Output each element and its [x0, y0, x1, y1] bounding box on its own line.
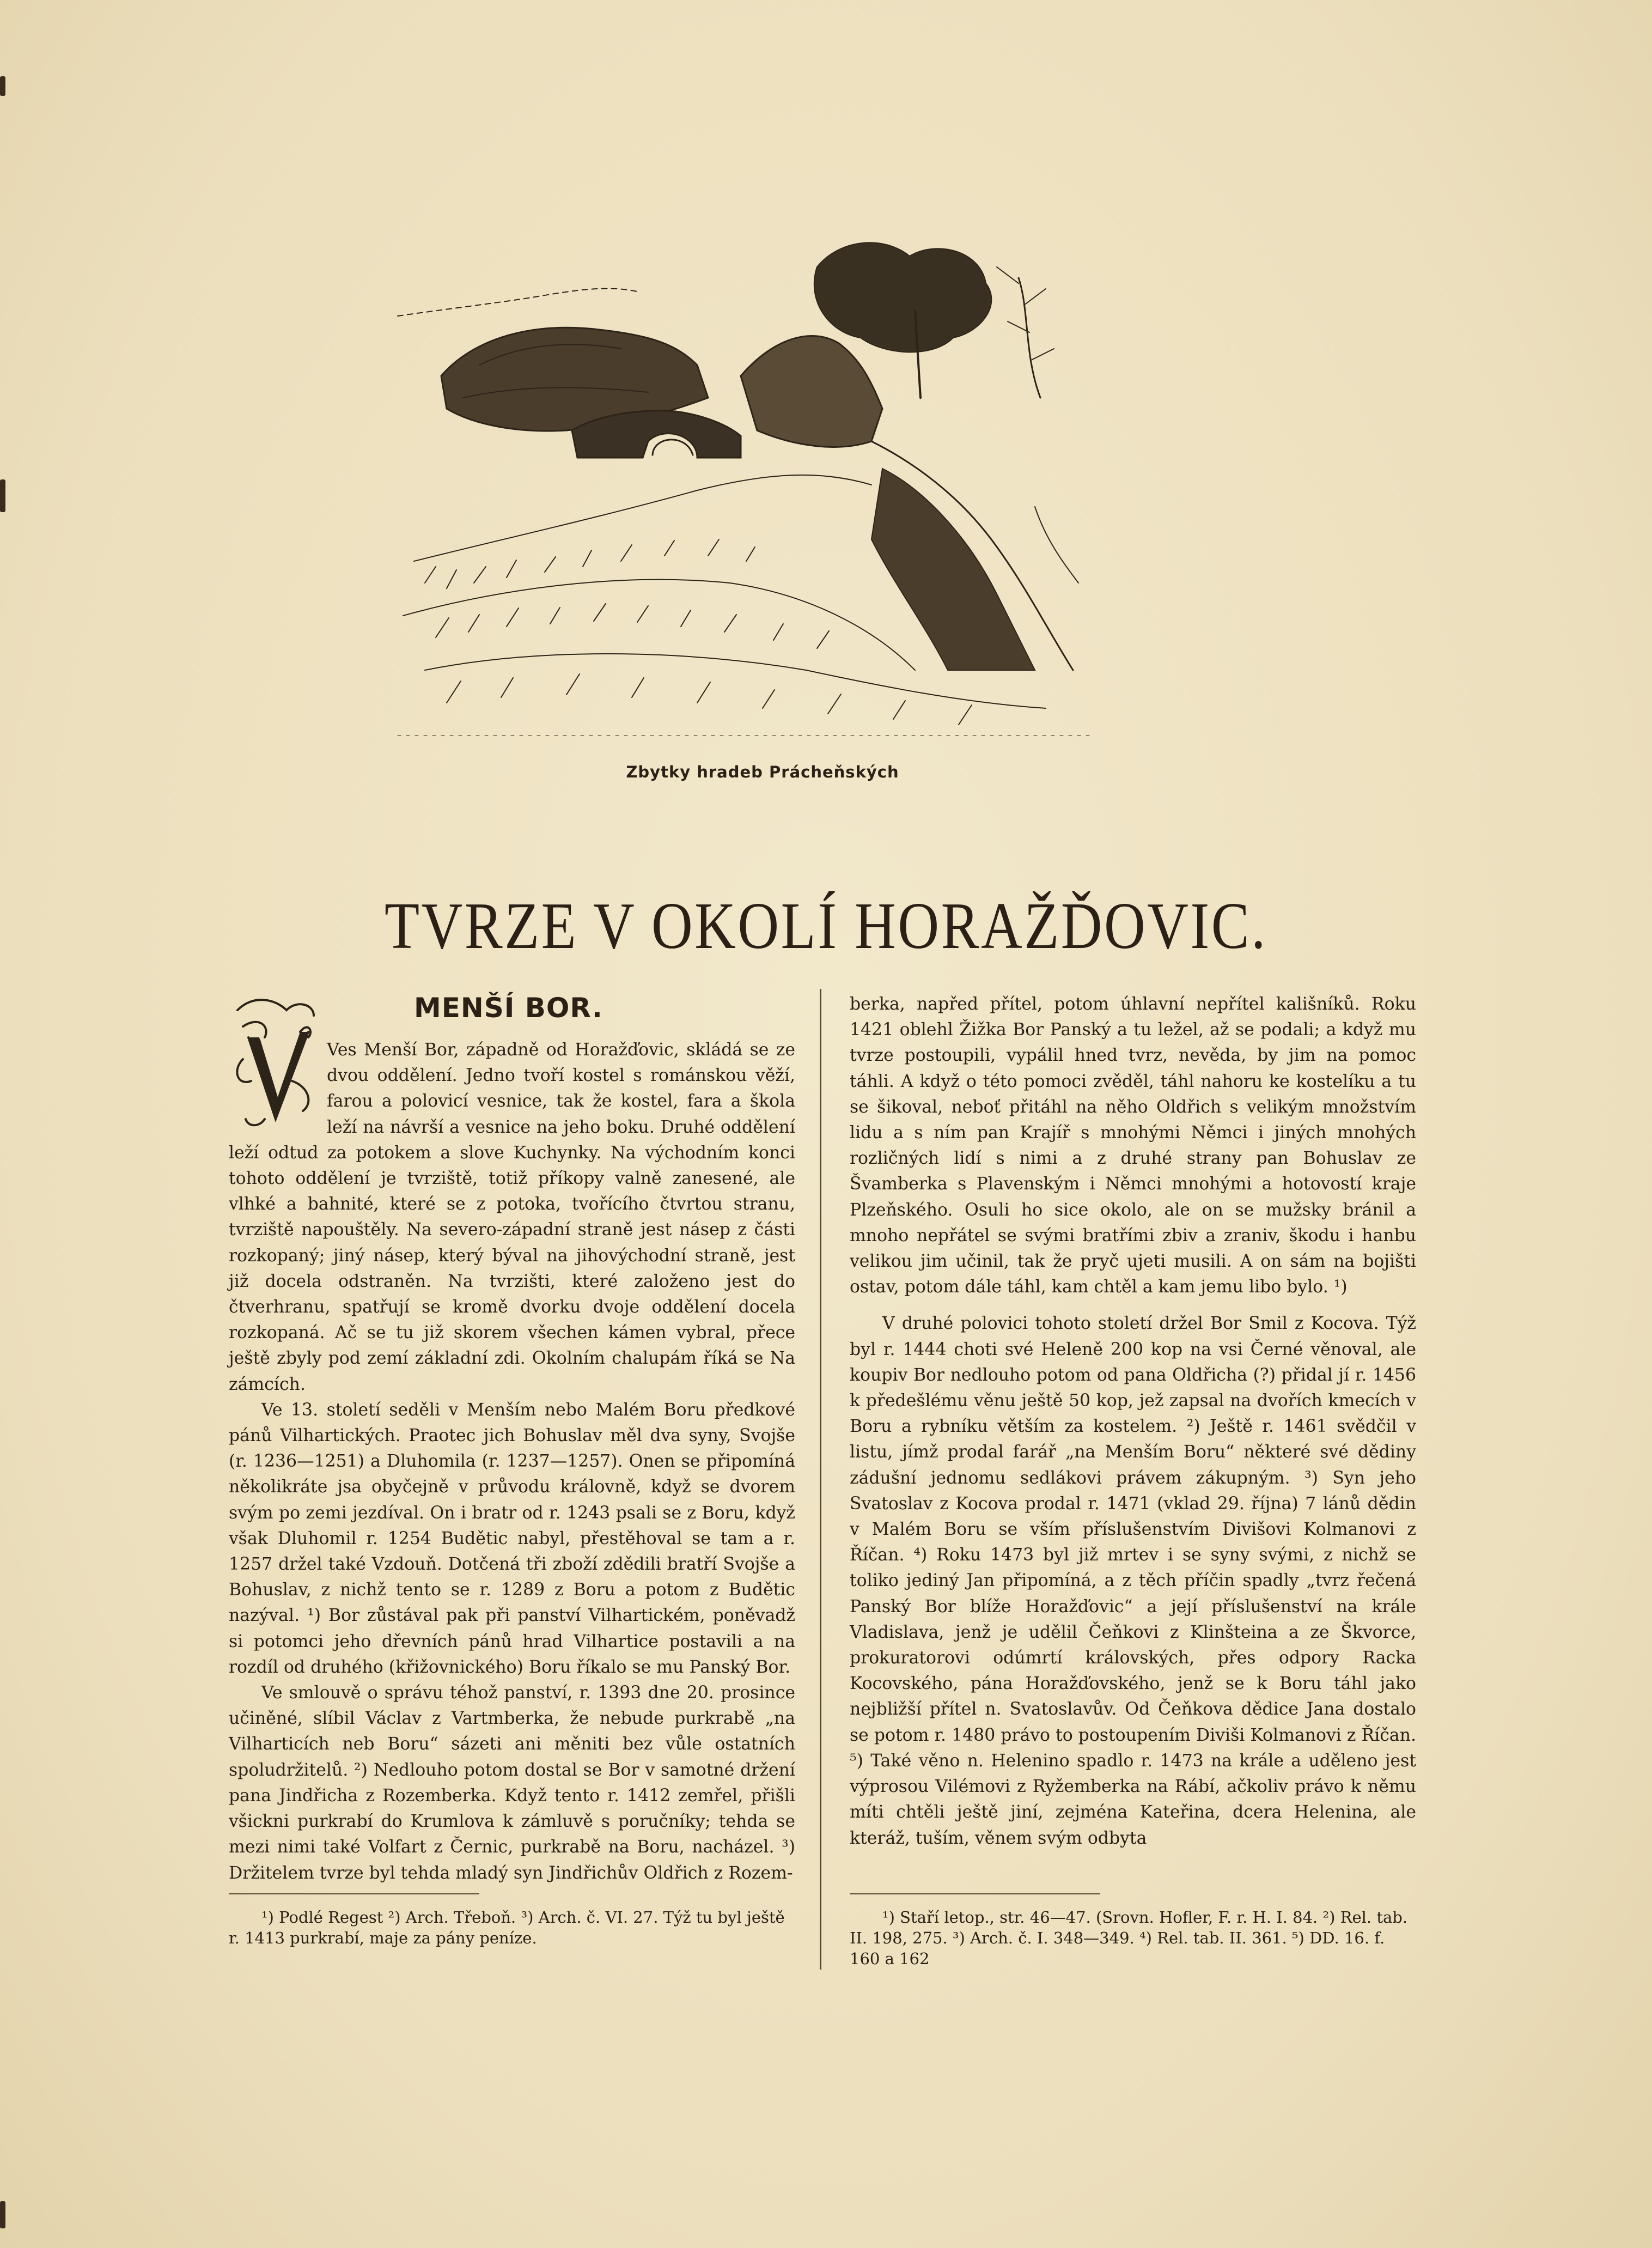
page-title: TVRZE V OKOLÍ HORAŽĎOVIC.	[384, 889, 1267, 963]
footnotes-right: ¹) Staří letop., str. 46—47. (Srovn. Hofler, F. r. H. I. 84. ²) Rel. tab. II. 198, 275. ³) Arch. č. I. 348—349. ⁴) Rel. tab. II. 361. ⁵) DD. 16. f. 160 a 162	[850, 1908, 1408, 1968]
ruins-illustration	[392, 234, 1100, 746]
ornamental-initial-v	[227, 994, 319, 1130]
right-column	[850, 992, 1416, 1851]
figure-caption: Zbytky hradeb Prácheňských	[626, 763, 899, 781]
right-paragraph-2: V druhé polovici tohoto století držel Bor Smil z Kocova. Týž byl r. 1444 choti své Heleně 200 kop na vsi Černé věnoval, ale koupiv Bor nedlouho potom od pana Oldřicha (?) přidal jí r. 1456 k předešlému věnu ještě 50 kop, jež zapsal na dvořích kmecích v Boru a rybníku větším za kostelem. ²) Ještě r. 1461 svědčil v listu, jímž prodal farář „na Menším Boru“ některé své dědiny zádušní jednomu sedlákovi právem zákupným. ³) Syn jeho Svatoslav z Kocova prodal r. 1471 (vklad 29. října) 7 lánů dědin v Malém Boru se vším příslušenstvím Divišovi Kolmanovi z Říčan. ⁴) Roku 1473 byl již mrtev i se syny svými, z nichž se toliko jediný Jan připomíná, a z těch příčin spadly „tvrz řečená Panský Bor blíže Horažďovic“ a její příslušenství na krále Vladislava, jenž je udělil Čeňkovi z Klinšteina a ze Škvorce, prokuratorovi odúmrtí královských, přes odpory Racka Kocovského, pána Horažďovského, jenž se k Boru táhl jako nejbližší přítel n. Svatoslavův. Od Čeňkova dědice Jana dostalo se potom r. 1480 právo to postoupením Diviši Kolmanovi z Říčan. ⁵) Také věno n. Helenino spadlo r. 1473 na krále a uděleno jest výprosou Vilémovi z Ryžemberka na Rábí, ačkoliv právo k němu míti chtěli ještě jiní, zejména Kateřina, dcera Helenina, ale kteráž, tuším, věnem svým odbyta	[850, 1314, 1417, 1848]
left-column	[229, 992, 795, 1886]
left-paragraph-1: Ves Menší Bor, západně od Horažďovic, skládá se ze dvou oddělení. Jedno tvoří kostel s románskou věží, farou a polovicí vesnice, tak že kostel, fara a škola leží na návrší a vesnice na jeho boku. Druhé oddělení leží odtud za potokem a slove Kuchynky. Na východním konci tohoto oddělení je tvrziště, totiž příkopy valně zanesené, ale vlhké a bahnité, které se z potoka, tvořícího čtvrtou stranu, tvrziště napouštěly. Na severo-západní straně jest násep z části rozkopaný; jiný násep, který býval na jihovýchodní straně, jest již docela odstraněn. Na tvrzišti, které založeno jest do čtverhranu, spatřují se kromě dvorku dvoje oddělení docela rozkopaná. Ač se tu již skorem všechen kámen vybral, přece ještě zbyly pod zemí základní zdi. Okolním chalupám říká se Na zámcích.	[229, 1040, 795, 1394]
column-divider	[820, 989, 821, 1970]
edge-mark-middle	[0, 479, 5, 512]
left-paragraph-3: Ve smlouvě o správu téhož panství, r. 1393 dne 20. prosince učiněné, slíbil Václav z Vartmberka, že nebude purkrabě „na Vilharticích neb Boru“ sázeti ani měniti bez vůle ostatních spoludržitelů. ²) Nedlouho potom dostal se Bor v samotné držení pana Jindřicha z Rozemberka. Když tento r. 1412 zemřel, přišli všickni purkrabí do Krumlova k zámluvě s poručníky; tehda se mezi nimi také Volfart z Černic, purkrabě na Boru, nacházel. ³) Držitelem tvrze byl tehda mladý syn Jindřichův Oldřich z Rozem-	[229, 1683, 795, 1883]
section-heading: MENŠÍ BOR.	[414, 992, 603, 1024]
footnotes-left: ¹) Podlé Regest ²) Arch. Třeboň. ³) Arch. č. VI. 27. Týž tu byl ještě r. 1413 purkrabí, maje za pány peníze.	[229, 1908, 785, 1947]
left-paragraph-2: Ve 13. století seděli v Menším nebo Malém Boru předkové pánů Vilhartických. Praotec jich Bohuslav měl dva syny, Svojše (r. 1236—1251) a Dluhomila (r. 1237—1257). Onen se připomíná několikráte jsa obyčejně v průvodu královně, když se dvorem svým po zemi jezdíval. On i bratr od r. 1243 psali se z Boru, když však Dluhomil r. 1254 Budětic nabyl, přestěhoval se tam a r. 1257 držel také Vzdouň. Dotčená tři zboží zdědili bratří Svojše a Bohuslav, z nichž tento se r. 1289 z Boru a potom z Budětic nazýval. ¹) Bor zůstával pak při panství Vilhartickém, poněvadž si potomci jeho dřevních pánů hrad Vilhartice postavili a na rozdíl od druhého (křižovnického) Boru říkalo se mu Panský Bor.	[229, 1400, 795, 1677]
footnote-rule-right	[850, 1893, 1100, 1894]
right-paragraph-1: berka, napřed přítel, potom úhlavní nepřítel kališníků. Roku 1421 oblehl Žižka Bor Panský a tu ležel, až se podali; a když mu tvrze postoupili, vypálil hned tvrz, nevěda, by jim na pomoc táhli. A když o této pomoci zvěděl, táhl nahoru ke kostelíku a tu se šikoval, neboť přitáhl na něho Oldřich s velikým množstvím lidu a s ním pan Krajíř s mnohými Němci i jiných mnohých rozličných lidí s nimi a z druhé strany pan Bohuslav ze Švamberka s Plavenským i Němci mnohými a hotovostí kraje Plzeňského. Osuli ho sice okolo, ale on se mužsky bránil a mnoho nepřátel se svými bratřími zbiv a zraniv, škodu i hanbu velikou jim učinil, tak že pryč ujeti musili. A on sám na bojišti ostav, potom dále táhl, kam chtěl a kam jemu libo bylo. ¹)	[850, 994, 1416, 1297]
footnote-rule-left	[229, 1893, 479, 1894]
edge-mark-top	[0, 76, 5, 96]
edge-mark-bottom	[0, 2201, 5, 2228]
